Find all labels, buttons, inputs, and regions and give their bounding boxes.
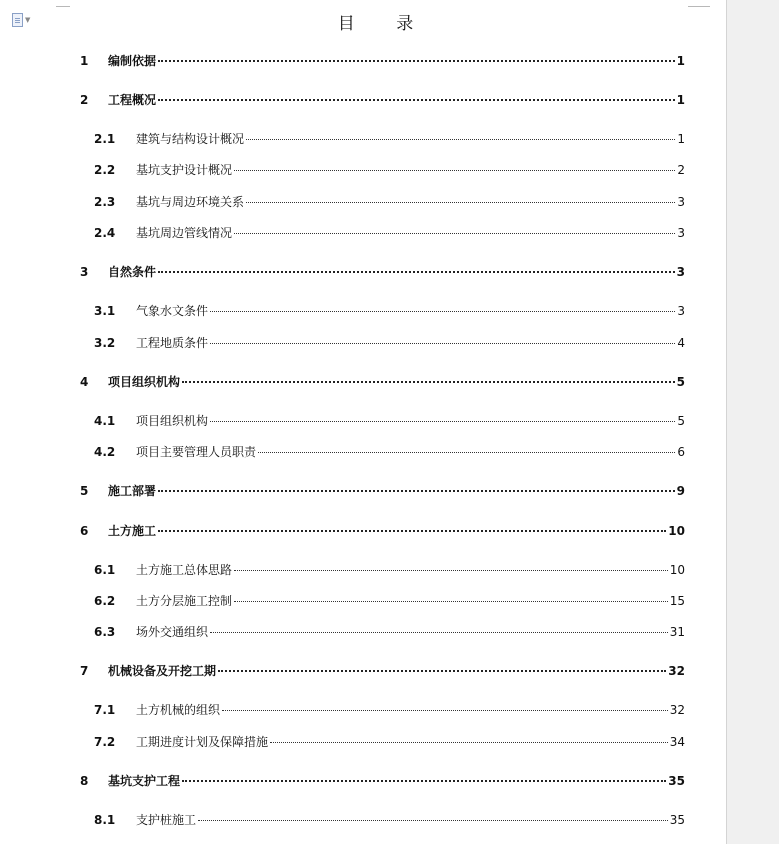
toc-entry-label: 项目主要管理人员职责 xyxy=(136,445,257,459)
toc-entry-number: 3.1 xyxy=(94,304,116,318)
toc-leader-dots xyxy=(158,490,675,492)
toc-entry-number: 7 xyxy=(80,664,89,678)
margin-corner-mark-right xyxy=(688,0,710,7)
toc-entry-page: 5 xyxy=(677,414,685,428)
toc-entry-page: 3 xyxy=(677,304,685,318)
toc-entry-label: 自然条件 xyxy=(108,265,157,279)
toc-entry-page: 6 xyxy=(677,445,685,459)
toc-entry-label: 基坑支护工程 xyxy=(108,774,181,788)
toc-leader-dots xyxy=(234,570,668,571)
toc-entry-page: 34 xyxy=(669,735,685,749)
toc-entry[interactable] xyxy=(0,374,685,390)
toc-entry-page: 3 xyxy=(677,226,685,240)
toc-entry-page: 35 xyxy=(669,813,685,827)
toc-entry-page: 9 xyxy=(676,484,685,498)
toc-entry-number: 4.1 xyxy=(94,414,116,428)
toc-entry-label: 场外交通组织 xyxy=(136,625,209,639)
toc-entry-label: 工期进度计划及保障措施 xyxy=(136,735,269,749)
toc-leader-dots xyxy=(198,820,668,821)
toc-entry-label: 支护桩施工 xyxy=(136,813,197,827)
toc-entry-page: 32 xyxy=(669,703,685,717)
toc-entry-number: 3.2 xyxy=(94,336,116,350)
toc-entry-label: 基坑支护设计概况 xyxy=(136,163,233,177)
toc-leader-dots xyxy=(210,343,675,344)
toc-entry-number: 6.2 xyxy=(94,594,116,608)
toc-entry-label: 土方施工 xyxy=(108,524,157,538)
toc-leader-dots xyxy=(182,780,666,782)
toc-leader-dots xyxy=(246,202,675,203)
toc-entry[interactable] xyxy=(0,303,685,319)
toc-entry-number: 6.1 xyxy=(94,563,116,577)
toc-entry-label: 基坑周边管线情况 xyxy=(136,226,233,240)
toc-leader-dots xyxy=(158,60,675,62)
toc-leader-dots xyxy=(246,139,675,140)
toc-entry-page: 1 xyxy=(676,54,685,68)
toc-entry-label: 土方分层施工控制 xyxy=(136,594,233,608)
toc-entry-number: 2.1 xyxy=(94,132,116,146)
toc-leader-dots xyxy=(218,670,666,672)
toc-leader-dots xyxy=(210,421,675,422)
toc-entry[interactable] xyxy=(0,773,685,789)
toc-leader-dots xyxy=(210,311,675,312)
toc-leader-dots xyxy=(158,99,675,101)
toc-entry[interactable] xyxy=(0,335,685,351)
toc-entry-number: 1 xyxy=(80,54,89,68)
toc-leader-dots xyxy=(234,601,668,602)
toc-entry-number: 2.2 xyxy=(94,163,116,177)
toc-entry-label: 土方机械的组织 xyxy=(136,703,221,717)
toc-entry-number: 7.1 xyxy=(94,703,116,717)
toc-entry[interactable] xyxy=(0,702,685,718)
toc-leader-dots xyxy=(234,233,675,234)
toc-entry-label: 工程概况 xyxy=(108,93,157,107)
toc-entry[interactable] xyxy=(0,53,685,69)
toc-entry[interactable] xyxy=(0,92,685,108)
toc-entry[interactable] xyxy=(0,624,685,640)
toc-leader-dots xyxy=(158,530,666,532)
dropdown-arrow-icon: ▼ xyxy=(25,15,31,24)
toc-entry-number: 8.1 xyxy=(94,813,116,827)
toc-leader-dots xyxy=(210,632,668,633)
toc-entry-page: 3 xyxy=(676,265,685,279)
toc-entry-page: 10 xyxy=(668,524,685,538)
toc-entry-number: 4 xyxy=(80,375,89,389)
toc-entry-number: 2 xyxy=(80,93,89,107)
toc-entry-number: 6 xyxy=(80,524,89,538)
toc-entry-label: 土方施工总体思路 xyxy=(136,563,233,577)
toc-leader-dots xyxy=(270,742,668,743)
toc-entry-label: 建筑与结构设计概况 xyxy=(136,132,245,146)
toc-leader-dots xyxy=(234,170,675,171)
toc-entry-page: 31 xyxy=(669,625,685,639)
toc-leader-dots xyxy=(258,452,675,453)
toc-entry-number: 2.3 xyxy=(94,195,116,209)
toc-entry[interactable] xyxy=(0,225,685,241)
toc-entry-number: 3 xyxy=(80,265,89,279)
toc-entry-page: 15 xyxy=(669,594,685,608)
toc-entry-page: 4 xyxy=(677,336,685,350)
toc-entry-number: 4.2 xyxy=(94,445,116,459)
toc-entry-number: 5 xyxy=(80,484,89,498)
toc-entry[interactable] xyxy=(0,413,685,429)
toc-leader-dots xyxy=(222,710,668,711)
toc-entry-label: 项目组织机构 xyxy=(108,375,181,389)
toc-entry-page: 10 xyxy=(669,563,685,577)
margin-corner-mark-left xyxy=(56,0,70,7)
toc-entry[interactable] xyxy=(0,523,685,539)
toc-entry-label: 基坑与周边环境关系 xyxy=(136,195,245,209)
toc-entry-page: 1 xyxy=(676,93,685,107)
toc-entry-page: 5 xyxy=(676,375,685,389)
toc-entry-page: 32 xyxy=(668,664,685,678)
toc-entry-number: 2.4 xyxy=(94,226,116,240)
toc-entry[interactable] xyxy=(0,663,685,679)
toc-entry-number: 6.3 xyxy=(94,625,116,639)
toc-entry-label: 项目组织机构 xyxy=(136,414,209,428)
toc-entry[interactable] xyxy=(0,734,685,750)
toc-entry-label: 编制依据 xyxy=(108,54,157,68)
toc-entry-label: 机械设备及开挖工期 xyxy=(108,664,217,678)
toc-entry[interactable] xyxy=(0,562,685,578)
toc-entry[interactable] xyxy=(0,812,685,828)
toc-entry-label: 气象水文条件 xyxy=(136,304,209,318)
toc-entry[interactable] xyxy=(0,131,685,147)
toc-entry-page: 35 xyxy=(668,774,685,788)
toc-entry-page: 3 xyxy=(677,195,685,209)
toc-entry-page: 2 xyxy=(677,163,685,177)
toc-entry-page: 1 xyxy=(677,132,685,146)
toc-entry[interactable] xyxy=(0,194,685,210)
toc-entry[interactable] xyxy=(0,264,685,280)
toc-entry-number: 8 xyxy=(80,774,89,788)
toc-entry-number: 7.2 xyxy=(94,735,116,749)
toc-entry-label: 施工部署 xyxy=(108,484,157,498)
toc-leader-dots xyxy=(158,271,675,273)
toc-title: 目 录 xyxy=(337,14,432,34)
toc-entry[interactable] xyxy=(0,593,685,609)
toc-leader-dots xyxy=(182,381,675,383)
toc-entry-label: 工程地质条件 xyxy=(136,336,209,350)
toc-entry[interactable] xyxy=(0,162,685,178)
toc-entry[interactable] xyxy=(0,483,685,499)
toc-entry[interactable] xyxy=(0,444,685,460)
